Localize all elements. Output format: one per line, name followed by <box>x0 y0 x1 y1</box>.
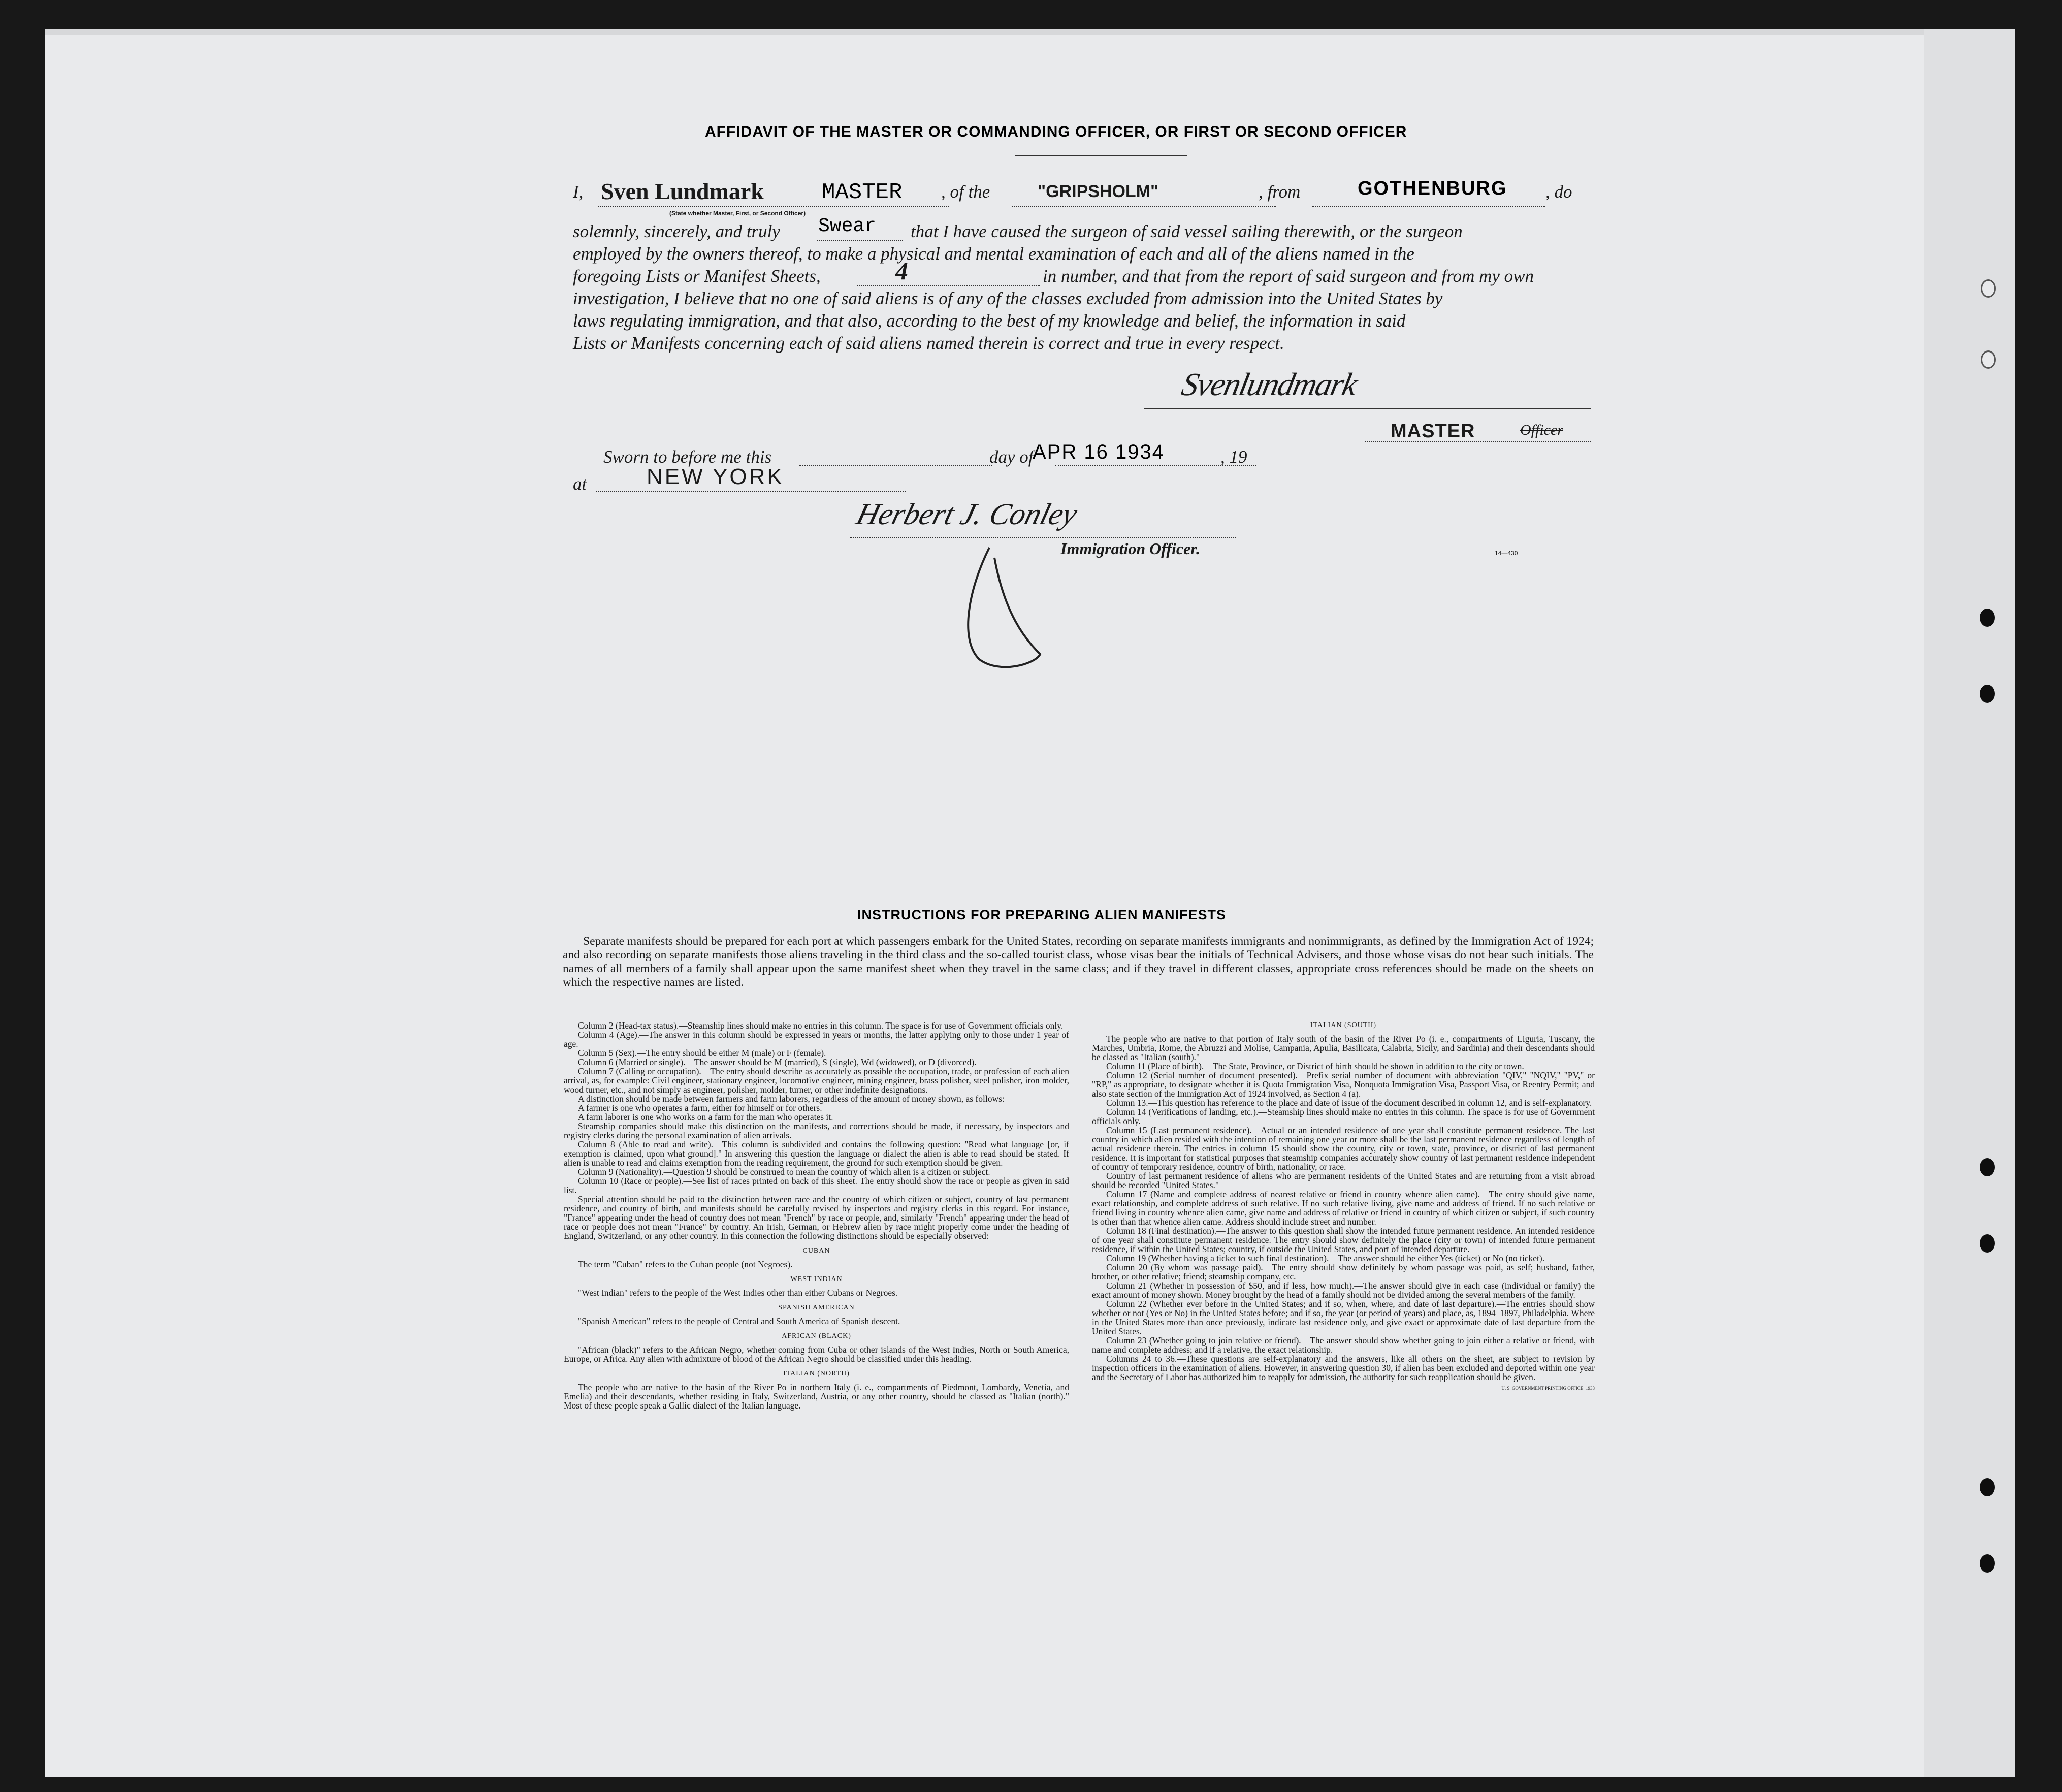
affidavit-i: I, <box>573 182 584 202</box>
affidavit-line4a: foregoing Lists or Manifest Sheets, <box>573 266 821 286</box>
affidavit-line5: investigation, I believe that no one of said aliens is of any of the classes excluded from admission into the United States by <box>573 289 1443 308</box>
left-para: Column 9 (Nationality).—Question 9 should be construed to mean the country of which alien is a citizen or subject. <box>578 1167 990 1177</box>
african-text: "African (black)" refers to the African Negro, whether coming from Cuba or other islands of the West Indies, North or South America, Europe, or Africa. Any alien with admixture of blood of the African Negro should be classified under this heading. <box>564 1345 1069 1364</box>
right-para: Column 21 (Whether in possession of $50, and if less, how much).—The answer should give in each case (individual or family) the exact amount of money shown. Money brought by the head of a family should not be divided among the several members of the family. <box>1092 1281 1595 1300</box>
sworn-label: Sworn to before me this <box>603 447 772 467</box>
left-para: Column 2 (Head-tax status).—Steamship lines should make no entries in this column. The space is for use of Government officials only. <box>578 1021 1064 1031</box>
sheet-count: 4 <box>895 257 908 285</box>
right-para: Country of last permanent residence of aliens who are permanent residents of the United States and are returning from a visit abroad should be recorded "United States." <box>1092 1171 1595 1190</box>
of-the-label: , of the <box>941 182 990 202</box>
at-label: at <box>573 474 587 494</box>
affidavit-line3: employed by the owners thereof, to make a physical and mental examination of each and all of the aliens named in the <box>573 244 1414 264</box>
right-para: Column 14 (Verifications of landing, etc.).—Steamship lines should make no entries in this column. The space is for use of Government officials only. <box>1092 1107 1595 1126</box>
italian-north-text: The people who are native to the basin of the River Po in northern Italy (i. e., compartments of Piedmont, Lombardy, Venetia, and Emelia) and their descendants, whether residing in Italy, Switzerland, Austria, or any other country, should be classed as "Italian (north)." Most of these people speak a Gallic dialect of the Italian language. <box>564 1382 1069 1411</box>
instructions-title: INSTRUCTIONS FOR PREPARING ALIEN MANIFESTS <box>857 907 1227 922</box>
binder-hole <box>1980 1554 1995 1573</box>
right-para: Column 22 (Whether ever before in the United States; and if so, when, where, and date of last departure).—The entries should show whether or not (Yes or No) in the United States before; and if so, the year (or period of years) and place, as, 1894–1897, Philadelphia. Where in the United States more than once previously, indicate last residence only, and give exact or approximate date of last departure from the United States. <box>1092 1299 1595 1336</box>
binder-hole <box>1980 685 1995 703</box>
instructions-left-column <box>564 1021 1069 1712</box>
printer-note: U. S. GOVERNMENT PRINTING OFFICE: 1933 <box>1501 1386 1595 1391</box>
struck-officer: Officer <box>1520 422 1563 438</box>
instructions-right-column <box>1092 1021 1595 1712</box>
binder-hole <box>1980 1234 1995 1253</box>
from-label: , from <box>1259 182 1301 202</box>
form-number: 14—430 <box>1495 550 1518 557</box>
year-prefix: , 19 <box>1220 447 1247 467</box>
left-para: Column 7 (Calling or occupation).—The entry should describe as accurately as possible the occupation, trade, or profession of each alien arrival, as, for example: Civil engineer, stationary engineer, locomotive engineer, mining engineer, brass polisher, steel polisher, iron molder, wood turner, etc., and not simply as engineer, polisher, molder, turner, or other indefinite designations. <box>564 1066 1069 1095</box>
signature-title: MASTER <box>1391 421 1475 442</box>
signature-line <box>1144 408 1591 409</box>
left-para: Column 6 (Married or single).—The answer should be M (married), S (single), Wd (widowed), or D (divorced). <box>578 1057 977 1067</box>
rank-note: (State whether Master, First, or Second Officer) <box>669 210 806 217</box>
binder-hole <box>1981 350 1996 369</box>
binder-hole <box>1980 609 1995 627</box>
heading-spanish-american: SPANISH AMERICAN <box>778 1304 855 1311</box>
binder-hole <box>1980 1478 1995 1496</box>
binder-hole <box>1981 279 1996 298</box>
heading-cuban: CUBAN <box>802 1247 830 1255</box>
right-para: Column 12 (Serial number of document presented).—Prefix serial number of document with abbreviation "QIV," "NQIV," "PV," or "RP," as appropriate, to designate whether it is Quota Immigration Visa, Nonquota Immigration Visa, Passport Visa, or Reentry Permit; and also state section of the Immigration Act of 1924 involved, as Section 4 (a). <box>1092 1070 1595 1099</box>
right-para: Column 17 (Name and complete address of nearest relative or friend in country whence alien came).—The entry should give name, exact relationship, and complete address of such relative. If no such relative living, give name and address of friend. If no such relative or friend living in country whence alien came, give name and address of relative or friend in country of which citizen or subject, if such country is other than that whence alien came. Address should include street and number. <box>1092 1189 1595 1227</box>
signature-flourish <box>949 537 1060 680</box>
departure-port: GOTHENBURG <box>1358 178 1507 199</box>
day-of-label: day of <box>989 447 1034 467</box>
sheet-edge-top <box>45 29 2015 35</box>
ship-name: "GRIPSHOLM" <box>1038 182 1159 201</box>
left-para: A farm laborer is one who works on a farm for the man who operates it. <box>578 1112 833 1122</box>
left-para: Column 8 (Able to read and write).—This column is subdivided and contains the following question: "Read what language [or, if exemption is claimed, upon what ground]." In answering this question the language or dialect the alien is able to read should be stated. If alien is unable to read and claims exemption from the reading requirement, the ground for such exemption should be given. <box>564 1139 1069 1168</box>
right-para: Column 11 (Place of birth).—The State, Province, or District of birth should be shown in addition to the city or town. <box>1106 1061 1524 1071</box>
instructions-intro: Separate manifests should be prepared for each port at which passengers embark for the United States, recording on separate manifests immigrants and nonimmigrants, as defined by the Immigration Act of 1924; and also recording on separate manifests those aliens traveling in the third class and the so-called tourist class, whose visas bear the initials of Technical Advisers, and those whose visas do not bear such initials. The names of all members of a family shall appear upon the same manifest sheet when they travel in the same class; and if they travel in different classes, appropriate cross references should be made on the sheets on which the respective names are listed. <box>563 935 1594 989</box>
right-para: Column 20 (By whom was passage paid).—The entry should show definitely by whom passage was paid, as self; husband, father, brother, or other relative; friend; steamship company, etc. <box>1092 1262 1595 1282</box>
master-rank: MASTER <box>822 180 903 205</box>
left-para: Steamship companies should make this distinction on the manifests, and corrections should be made, if necessary, by inspectors and registry clerks during the personal examination of alien arrivals. <box>564 1121 1069 1140</box>
officer-signature: Herbert J. Conley <box>853 497 1081 531</box>
affidavit-line6: laws regulating immigration, and that also, according to the best of my knowledge and belief, the information in said <box>573 311 1406 331</box>
cuban-text: The term "Cuban" refers to the Cuban people (not Negroes). <box>578 1259 793 1269</box>
sworn-place: NEW YORK <box>647 464 784 489</box>
left-para: A farmer is one who operates a farm, either for himself or for others. <box>578 1103 822 1113</box>
do-label: , do <box>1545 182 1572 202</box>
affidavit-line7: Lists or Manifests concerning each of said aliens named therein is correct and true in every respect. <box>573 333 1284 353</box>
affidavit-line2b: that I have caused the surgeon of said vessel sailing therewith, or the surgeon <box>911 221 1463 241</box>
binder-hole <box>1980 1158 1995 1176</box>
right-para: The people who are native to that portion of Italy south of the basin of the River Po (i. e., compartments of Liguria, Tuscany, the Marches, Umbria, Rome, the Abruzzi and Molise, Campania, Apulia, Basilicata, Calabria, Sicily, and Sardinia) and their descendants should be classed as "Italian (south)." <box>1092 1034 1595 1062</box>
right-para: Column 18 (Final destination).—The answer to this question shall show the intended future permanent residence. An intended residence of one year shall constitute permanent residence. The entry should show definitely the place (city or town) of intended future permanent residence, if within the United States; country, if outside the United States, and port of intended departure. <box>1092 1226 1595 1254</box>
left-para: Column 4 (Age).—The answer in this column should be expressed in years or months, the latter applying only to those under 1 year of age. <box>564 1030 1069 1049</box>
west-indian-text: "West Indian" refers to the people of the West Indies other than either Cubans or Negroes. <box>578 1288 898 1298</box>
heading-west-indian: WEST INDIAN <box>790 1275 843 1283</box>
spanish-american-text: "Spanish American" refers to the people of Central and South America of Spanish descent. <box>578 1316 900 1326</box>
title-rule <box>1015 155 1187 156</box>
right-para: Column 19 (Whether having a ticket to such final destination).—The answer should be either Yes (ticket) or No (no ticket). <box>1106 1253 1545 1263</box>
master-signature: Svenlundmark <box>1178 366 1360 402</box>
officer-title: Immigration Officer. <box>1060 539 1200 558</box>
right-para: Column 13.—This question has reference to the place and date of issue of the document described in column 12, and is self-explanatory. <box>1106 1098 1592 1108</box>
right-para: Columns 24 to 36.—These questions are self-explanatory and the answers, like all others on the sheet, are subject to revision by inspection officers in the examination of aliens. However, in answering question 30, if alien has been excluded and deported within one year and the Secretary of Labor has authorized him to reapply for admission, the authority for such reapplication should be given. <box>1092 1354 1595 1382</box>
oath-word: Swear <box>818 215 877 237</box>
affidavit-title: AFFIDAVIT OF THE MASTER OR COMMANDING OFFICER, OR FIRST OR SECOND OFFICER <box>705 123 1407 140</box>
sworn-date: APR 16 1934 <box>1033 441 1165 463</box>
master-name: Sven Lundmark <box>601 178 764 204</box>
left-para: A distinction should be made between farmers and farm laborers, regardless of the amount of money shown, as follows: <box>578 1094 1005 1104</box>
affidavit-line2a: solemnly, sincerely, and truly <box>573 221 780 241</box>
left-para: Special attention should be paid to the distinction between race and the country of which citizen or subject, country of last permanent residence, and country of birth, and manifests should be carefully revised by inspectors and registry clerks in this regard. For instance, "France" appearing under the head of country does not mean "French" by race or people, and, similarly "French" appearing under the head of race or people does not mean "France" by country. An Irish, German, or Hebrew alien by race might properly come under the heading of England, Switzerland, or any other country. In this connection the following distinctions should be especially observed: <box>564 1194 1069 1241</box>
heading-italian-north: ITALIAN (NORTH) <box>783 1370 850 1378</box>
sheet-edge-right <box>1924 29 2015 1777</box>
right-para: Column 15 (Last permanent residence).—Actual or an intended residence of one year shall constitute permanent residence. The last country in which alien resided with the intention of remaining one year or more shall be the last permanent residence regardless of length of actual residence therein. The entries in column 15 should show the country, city or town, state, province, or district of last permanent residence. It is important for statistical purposes that steamship companies accurately show country of last permanent residence independent of country of temporary residence, country of birth, nationality, or race. <box>1092 1125 1595 1172</box>
affidavit-line4b: in number, and that from the report of said surgeon and from my own <box>1043 266 1534 286</box>
left-para: Column 5 (Sex).—The entry should be either M (male) or F (female). <box>578 1048 826 1058</box>
left-para: Column 10 (Race or people).—See list of races printed on back of this sheet. The entry should show the race or people as given in said list. <box>564 1176 1069 1195</box>
heading-african: AFRICAN (BLACK) <box>782 1332 851 1340</box>
manifest-page <box>45 29 2015 1777</box>
right-para: Column 23 (Whether going to join relative or friend).—The answer should show whether going to join either a relative or friend, with name and complete address; and if a relative, the exact relationship. <box>1092 1335 1595 1355</box>
heading-italian-south: ITALIAN (SOUTH) <box>1310 1021 1377 1029</box>
